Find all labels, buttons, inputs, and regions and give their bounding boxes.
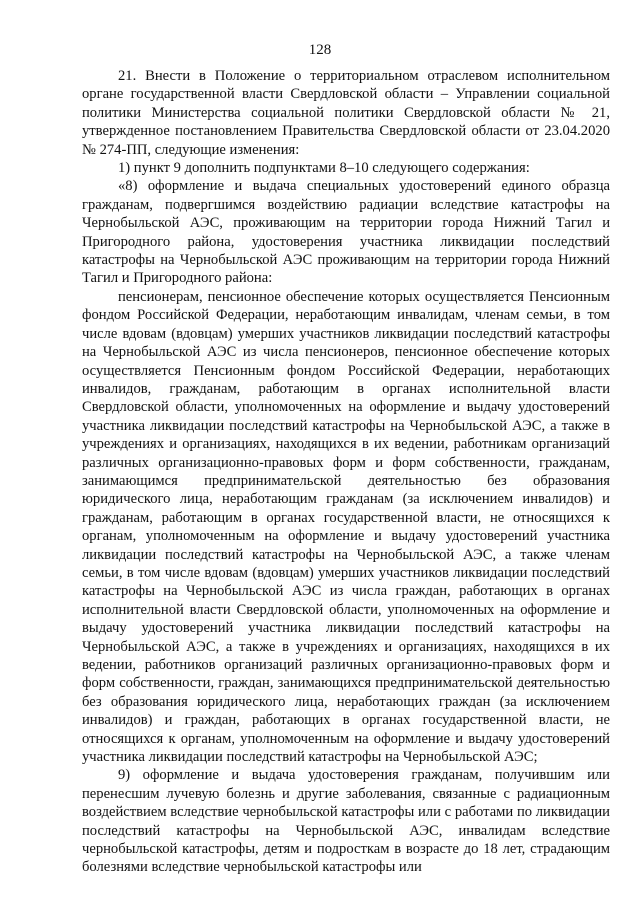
paragraph-subitem-1: 1) пункт 9 дополнить подпунктами 8–10 следующего содержания:: [118, 160, 530, 177]
page-number: 128: [308, 42, 332, 58]
paragraph-subitem-8: «8) оформление и выдача специальных удостоверений единого образца гражданам, подвергшимся воздействию радиации вследствие катастрофы на Чернобыльской АЭС, проживающим на территории города Нижний Тагил и Пригородного района, удостоверения участника ликвидации последствий катастрофы на Чернобыльской АЭС проживающим на территории города Нижний Тагил и Пригородного района:: [82, 178, 610, 287]
paragraph-subitem-9: 9) оформление и выдача удостоверения гражданам, получившим или перенесшим лучевую болезнь и другие заболевания, связанные с радиационным воздействием вследствие чернобыльской катастрофы или с работами по ликвидации последствий катастрофы на Чернобыльской АЭС, инвалидам вследствие чернобыльской катастрофы, детям и подросткам в возрасте до 18 лет, страдающим болезнями вследствие чернобыльской катастрофы или: [82, 767, 610, 876]
paragraph-item-21-amendment: 21. Внести в Положение о территориальном отраслевом исполнительном органе государственной власти Свердловской области – Управлении социальной политики Министерства социальной политики Свердловской области № 21, утвержденное постановлением Правительства Свердловской области от 23.04.2020 № 274-ПП, следующие изменения:: [82, 68, 610, 158]
document-body: [82, 67, 610, 877]
paragraph-recipients-list: пенсионерам, пенсионное обеспечение которых осуществляется Пенсионным фондом Российской Федерации, неработающим инвалидам, членам семьи, в том числе вдовам (вдовцам) умерших участников ликвидации последствий катастрофы на Чернобыльской АЭС из числа пенсионеров, пенсионное обеспечение которых осуществляется Пенсионным фондом Российской Федерации, неработающих инвалидов, гражданам, работающим в органах исполнительной власти Свердловской области, уполномоченных на оформление и выдачу удостоверений участника ликвидации последствий катастрофы на Чернобыльской АЭС, а также в учреждениях и организациях, находящихся в их ведении, работникам организаций различных организационно-правовых форм и форм собственности, гражданам, занимающимся предпринимательской деятельностью без образования юридического лица, неработающим гражданам (за исключением инвалидов) и гражданам, работающим в органах государственной власти, не относящихся к органам, уполномоченным на оформление и выдачу удостоверений участника ликвидации последствий катастрофы на Чернобыльской АЭС, а также членам семьи, в том числе вдовам (вдовцам) умерших участников ликвидации последствий катастрофы на Чернобыльской АЭС из числа граждан, работающих в органах исполнительной власти Свердловской области, уполномоченных на оформление и выдачу удостоверений участника ликвидации последствий катастрофы на Чернобыльской АЭС, а также в учреждениях и организациях, находящихся в их ведении, работников организаций различных организационно-правовых форм и форм собственности, граждан, занимающихся предпринимательской деятельностью без образования юридического лица, неработающих граждан (за исключением инвалидов) и граждан, работающих в органах государственной власти, не относящихся к органам, уполномоченным на оформление и выдачу удостоверений участника ликвидации последствий катастрофы на Чернобыльской АЭС;: [82, 288, 610, 766]
